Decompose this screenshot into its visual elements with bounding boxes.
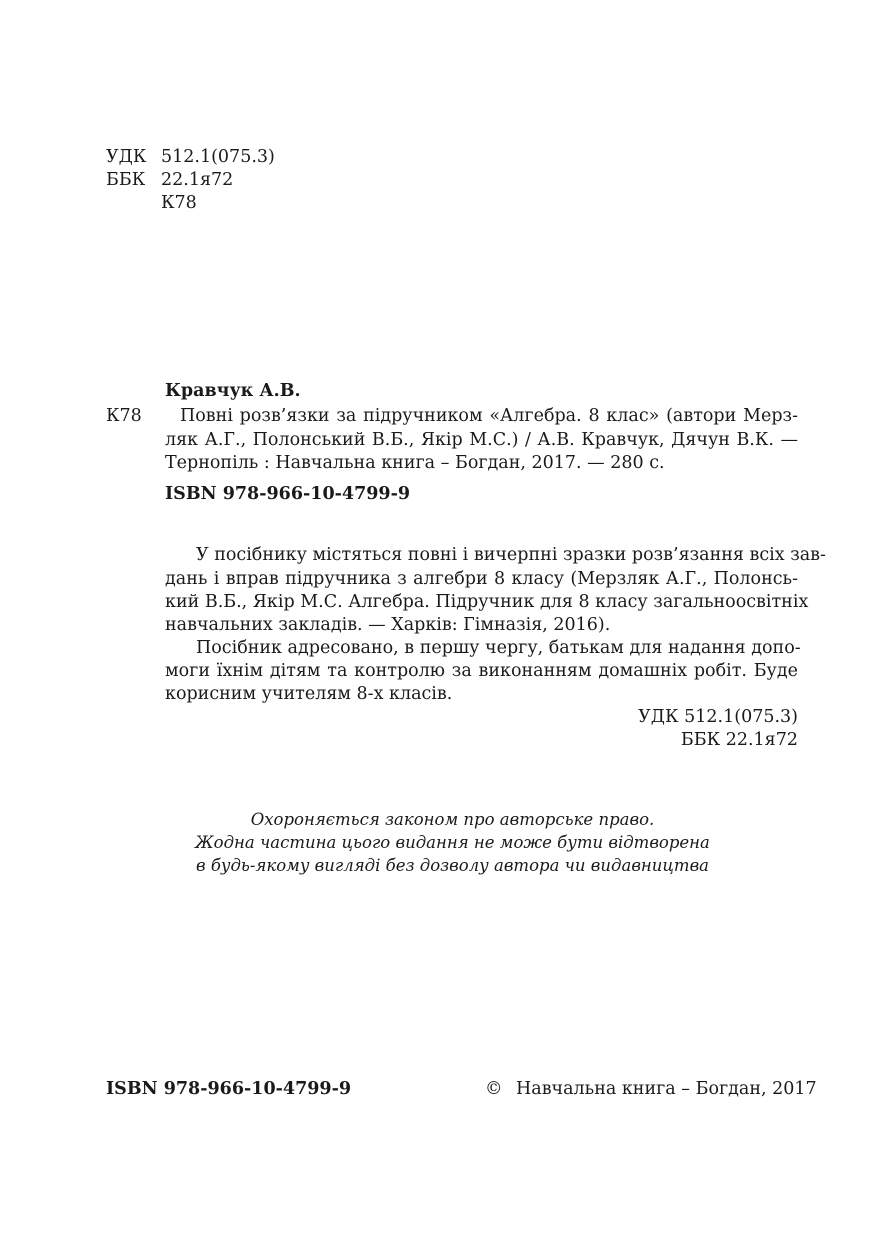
annotation-line-4: навчальних закладів. — Харків: Гімназія, 2016). <box>165 615 611 635</box>
copyright-symbol: © <box>485 1079 503 1099</box>
annotation-line-6: моги їхнім дітям та контролю за виконанням домашніх робіт. Буде <box>165 661 798 681</box>
catalog-isbn: ISBN 978-966-10-4799-9 <box>165 484 411 504</box>
copyright-notice-line-2: Жодна частина цього видання не може бути відтворена <box>195 833 710 852</box>
annotation-line-2: дань і вправ підручника з алгебри 8 класу (Мерзляк А.Г., Полонсь- <box>165 569 798 589</box>
author-mark: К78 <box>161 193 197 213</box>
catalog-author: Кравчук А.В. <box>165 381 301 401</box>
annotation-line-5: Посібник адресовано, в першу чергу, батькам для надання допо- <box>196 638 801 658</box>
annotation-bbk: ББК 22.1я72 <box>680 730 798 750</box>
annotation-line-3: кий В.Б., Якір М.С. Алгебра. Підручник для 8 класу загальноосвітніх <box>165 592 809 612</box>
bbk-line <box>106 169 233 192</box>
udk-value: 512.1(075.3) <box>161 147 275 167</box>
copyright-notice-line-3: в будь-якому вигляді без дозволу автора чи видавництва <box>195 856 710 875</box>
bbk-value: 22.1я72 <box>161 170 234 190</box>
bbk-label: ББК <box>106 170 146 190</box>
footer-publisher: Навчальна книга – Богдан, 2017 <box>516 1079 817 1099</box>
footer-isbn: ISBN 978-966-10-4799-9 <box>106 1079 352 1099</box>
catalog-line-1: Повні розв’язки за підручником «Алгебра. 8 клас» (автори Мерз- <box>180 406 798 426</box>
annotation-line-1: У посібнику містяться повні і вичерпні зразки розв’язання всіх зав- <box>196 545 826 565</box>
annotation-udk: УДК 512.1(075.3) <box>638 707 798 727</box>
copyright-notice-line-1: Охороняється законом про авторське право. <box>250 810 655 829</box>
catalog-mark: К78 <box>106 406 142 426</box>
catalog-line-3: Тернопіль : Навчальна книга – Богдан, 2017. — 280 с. <box>165 453 665 473</box>
udk-label: УДК <box>106 147 147 167</box>
annotation-line-7: корисним учителям 8-х класів. <box>165 684 453 704</box>
catalog-line-2: ляк А.Г., Полонський В.Б., Якір М.С.) / А.В. Кравчук, Дячун В.К. — <box>165 430 798 450</box>
udk-line <box>106 146 275 169</box>
